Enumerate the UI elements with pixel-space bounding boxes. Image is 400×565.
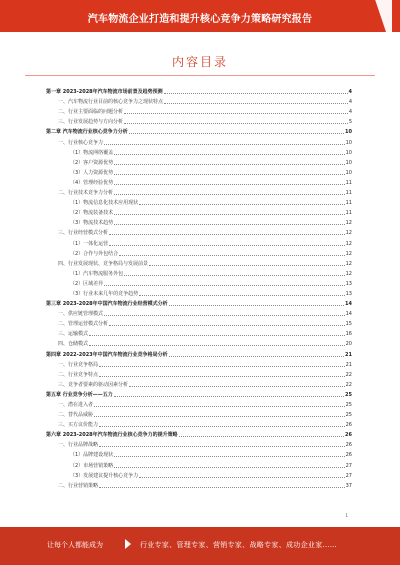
- toc-page-number: 11: [345, 190, 352, 197]
- toc-entry[interactable]: [46, 196, 352, 206]
- toc-entry-text: 第五章 行业竞争分析——五力: [46, 391, 113, 398]
- toc-leader-dots: [164, 92, 348, 94]
- toc-page-number: 25: [345, 391, 352, 398]
- toc-entry[interactable]: [46, 95, 352, 105]
- toc-leader-dots: [99, 486, 345, 488]
- toc-page-number: 22: [345, 371, 352, 378]
- toc-entry-text: 二、行业技术竞争力分析: [58, 190, 114, 197]
- toc-entry[interactable]: [46, 337, 352, 347]
- toc-entry-text: （4）管理经验优势: [70, 179, 114, 186]
- toc-entry[interactable]: [46, 317, 352, 327]
- toc-page-number: 13: [345, 290, 352, 297]
- toc-page-number: 13: [345, 280, 352, 287]
- toc-chapter-entry[interactable]: [46, 297, 352, 307]
- arrow-right-icon: [125, 539, 131, 549]
- toc-page-number: 10: [345, 169, 352, 176]
- toc-entry[interactable]: [46, 368, 352, 378]
- toc-entry-text: 一、行业核心竞争力: [58, 139, 104, 146]
- toc-entry-text: 二、行业主要面临的问题分析: [58, 109, 124, 116]
- toc-page-number: 15: [345, 321, 352, 328]
- toc-leader-dots: [99, 365, 345, 367]
- toc-leader-dots: [94, 415, 345, 417]
- toc-page-number: 37: [345, 482, 352, 489]
- toc-entry[interactable]: [46, 115, 352, 125]
- toc-leader-dots: [104, 284, 344, 286]
- toc-leader-dots: [169, 355, 344, 357]
- toc-leader-dots: [109, 244, 344, 246]
- toc-leader-dots: [99, 375, 345, 377]
- toc-entry-text: 二、行业竞争特点: [58, 371, 99, 378]
- toc-page-number: 16: [345, 331, 352, 338]
- toc-entry[interactable]: [46, 135, 352, 145]
- toc-leader-dots: [109, 324, 345, 326]
- toc-entry[interactable]: [46, 226, 352, 236]
- toc-page-number: 26: [345, 452, 352, 459]
- toc-entry-text: 三、运输模式: [58, 331, 89, 338]
- toc-leader-dots: [114, 193, 345, 195]
- toc-page-number: 12: [345, 270, 352, 277]
- toc-entry-text: 一、汽车物流行业目前的核心竞争力之现状特点: [58, 99, 164, 106]
- toc-entry[interactable]: [46, 418, 352, 428]
- toc-page-number: 12: [345, 260, 352, 267]
- toc-entry[interactable]: [46, 438, 352, 448]
- toc-entry[interactable]: [46, 358, 352, 368]
- toc-leader-dots: [89, 334, 345, 336]
- toc-entry-text: 二、管理运营模式分析: [58, 321, 109, 328]
- toc-leader-dots: [114, 223, 344, 225]
- toc-entry-text: （3）人力资源优势: [70, 169, 114, 176]
- toc-page-number: 11: [345, 200, 352, 207]
- toc-entry[interactable]: [46, 327, 352, 337]
- toc-entry[interactable]: [46, 307, 352, 317]
- toc-entry-text: （2）市场营销策略: [70, 462, 114, 469]
- toc-leader-dots: [124, 274, 344, 276]
- toc-entry-text: 第六章 2023-2028年汽车物流行业核心竞争力的提升策略: [46, 432, 178, 439]
- toc-leader-dots: [114, 183, 344, 185]
- toc-page-number: 12: [345, 240, 352, 247]
- report-footer: [0, 527, 400, 565]
- toc-leader-dots: [114, 213, 344, 215]
- toc-entry[interactable]: [46, 206, 352, 216]
- toc-entry-text: 三、行业发展趋势与方向分析: [58, 119, 124, 126]
- toc-entry[interactable]: [46, 105, 352, 115]
- toc-entry-text: 第四章 2022-2023年中国汽车物流行业竞争格局分析: [46, 351, 168, 358]
- toc-page-number: 10: [345, 139, 352, 146]
- toc-entry-text: （1）物流信息化技术应用现状: [70, 200, 139, 207]
- toc-entry[interactable]: [46, 216, 352, 226]
- toc-page-number: 4: [348, 109, 352, 116]
- toc-page-number: 5: [348, 119, 352, 126]
- toc-leader-dots: [114, 163, 344, 165]
- toc-page-number: 26: [345, 422, 352, 429]
- toc-page-number: 25: [345, 402, 352, 408]
- toc-entry[interactable]: [46, 257, 352, 267]
- toc-page-number: 27: [345, 472, 352, 479]
- toc-entry-text: 第一章 2023-2028年汽车物流市场前景及趋势预测: [46, 89, 163, 96]
- toc-leader-dots: [129, 132, 344, 134]
- toc-chapter-entry[interactable]: [46, 388, 352, 398]
- toc-entry[interactable]: [46, 146, 352, 156]
- toc-entry[interactable]: [46, 247, 352, 257]
- toc-entry[interactable]: [46, 166, 352, 176]
- toc-page-number: 20: [345, 341, 352, 348]
- toc-entry[interactable]: [46, 458, 352, 468]
- table-of-contents: [46, 85, 352, 489]
- toc-entry[interactable]: [46, 236, 352, 246]
- toc-page-number: 10: [345, 149, 352, 156]
- toc-page-number: 25: [345, 412, 352, 419]
- toc-entry-text: 四、行业发展现状、竞争格局与发展前景: [58, 260, 149, 267]
- toc-leader-dots: [139, 476, 344, 478]
- toc-page-number: 26: [345, 442, 352, 449]
- toc-entry[interactable]: [46, 287, 352, 297]
- toc-entry-text: 一、潜在进入者: [58, 402, 94, 408]
- footer-slogan-right: 行业专家、管理专家、营销专家、战略专家、成功企业家……: [140, 541, 338, 549]
- toc-entry-text: 一、行业品牌战略: [58, 442, 99, 449]
- toc-leader-dots: [124, 122, 348, 124]
- toc-entry[interactable]: [46, 398, 352, 408]
- toc-leader-dots: [169, 304, 344, 306]
- toc-entry[interactable]: [46, 267, 352, 277]
- toc-page-number: 14: [345, 301, 352, 308]
- toc-page-number: 10: [345, 159, 352, 166]
- toc-title-divider: [25, 75, 375, 76]
- toc-entry[interactable]: [46, 378, 352, 388]
- toc-entry-text: （2）区域差异: [70, 280, 104, 287]
- toc-entry-text: （3）发展建议提升核心竞争力: [70, 472, 139, 479]
- toc-page-number: 21: [345, 361, 352, 368]
- toc-entry[interactable]: [46, 448, 352, 458]
- toc-entry[interactable]: [46, 176, 352, 186]
- toc-leader-dots: [114, 395, 344, 397]
- toc-entry-text: 四、仓储模式: [58, 341, 89, 348]
- page-number: 1: [345, 513, 348, 518]
- toc-page-number: 22: [345, 381, 352, 388]
- toc-entry-text: （2）合作与外包结合: [70, 250, 119, 257]
- toc-entry-text: 二、替代品威胁: [58, 412, 94, 419]
- toc-leader-dots: [114, 466, 344, 468]
- toc-chapter-entry[interactable]: [46, 428, 352, 438]
- toc-entry-text: 二、行业营销策略: [58, 482, 99, 489]
- toc-leader-dots: [114, 173, 344, 175]
- toc-leader-dots: [104, 143, 345, 145]
- toc-leader-dots: [104, 314, 345, 316]
- toc-entry-text: 第三章 2023-2028年中国汽车物流行业经营模式分析: [46, 301, 168, 308]
- toc-leader-dots: [149, 264, 345, 266]
- toc-entry-text: （3）行业未来几年的竞争趋势: [70, 290, 139, 297]
- toc-leader-dots: [179, 435, 344, 437]
- toc-entry-text: 一、供应链管理模式: [58, 311, 104, 318]
- toc-entry-text: （2）物流装备技术: [70, 210, 114, 217]
- toc-entry[interactable]: [46, 469, 352, 479]
- toc-page-number: 11: [345, 179, 352, 186]
- toc-page-number: 26: [345, 432, 352, 439]
- toc-leader-dots: [119, 254, 344, 256]
- toc-entry-text: （1）品牌建设现状: [70, 452, 114, 459]
- toc-page-number: 12: [345, 220, 352, 227]
- toc-page-number: 12: [345, 230, 352, 237]
- footer-slogan-left: 让每个人都能成为: [47, 541, 103, 549]
- toc-page-number: 27: [345, 462, 352, 469]
- toc-leader-dots: [124, 112, 348, 114]
- toc-entry[interactable]: [46, 156, 352, 166]
- report-title: 汽车物流企业打造和提升核心竞争力策略研究报告: [87, 14, 313, 25]
- toc-leader-dots: [139, 203, 344, 205]
- toc-page-number: 4: [348, 99, 352, 106]
- toc-entry-text: （2）客户资源优势: [70, 159, 114, 166]
- toc-page-number: 21: [345, 351, 352, 358]
- toc-leader-dots: [99, 425, 345, 427]
- toc-leader-dots: [94, 405, 345, 407]
- toc-title: 内容目录: [171, 55, 228, 69]
- toc-leader-dots: [114, 153, 344, 155]
- toc-chapter-entry[interactable]: [46, 347, 352, 357]
- toc-page-number: 11: [345, 210, 352, 217]
- toc-entry[interactable]: [46, 277, 352, 287]
- toc-entry-text: 三、买方议价能力: [58, 422, 99, 429]
- toc-entry[interactable]: [46, 408, 352, 418]
- toc-page-number: 4: [348, 89, 352, 96]
- toc-page-number: 12: [345, 250, 352, 257]
- toc-leader-dots: [129, 385, 345, 387]
- toc-page-number: 10: [345, 129, 352, 136]
- toc-leader-dots: [89, 344, 345, 346]
- toc-entry-text: （1）物流网络覆盖: [70, 149, 114, 156]
- toc-page-number: 14: [345, 311, 352, 318]
- toc-entry-text: 三、行业经营模式分析: [58, 230, 109, 237]
- toc-entry-text: 三、竞争者要素的驱动因素分析: [58, 381, 129, 388]
- toc-leader-dots: [99, 445, 345, 447]
- toc-leader-dots: [109, 233, 345, 235]
- toc-chapter-entry[interactable]: [46, 125, 352, 135]
- toc-entry-text: （3）物流技术趋势: [70, 220, 114, 227]
- toc-chapter-entry[interactable]: [46, 85, 352, 95]
- toc-leader-dots: [114, 455, 344, 457]
- toc-entry-text: 第二章 汽车物流行业核心竞争力分析: [46, 129, 128, 136]
- report-header: [0, 0, 400, 32]
- toc-entry[interactable]: [46, 479, 352, 489]
- toc-entry-text: 一、行业竞争格局: [58, 361, 99, 368]
- toc-leader-dots: [164, 102, 348, 104]
- toc-leader-dots: [139, 294, 344, 296]
- toc-entry-text: （1）一体化运营: [70, 240, 109, 247]
- toc-entry-text: （1）汽车物流服务外包: [70, 270, 124, 277]
- toc-entry[interactable]: [46, 186, 352, 196]
